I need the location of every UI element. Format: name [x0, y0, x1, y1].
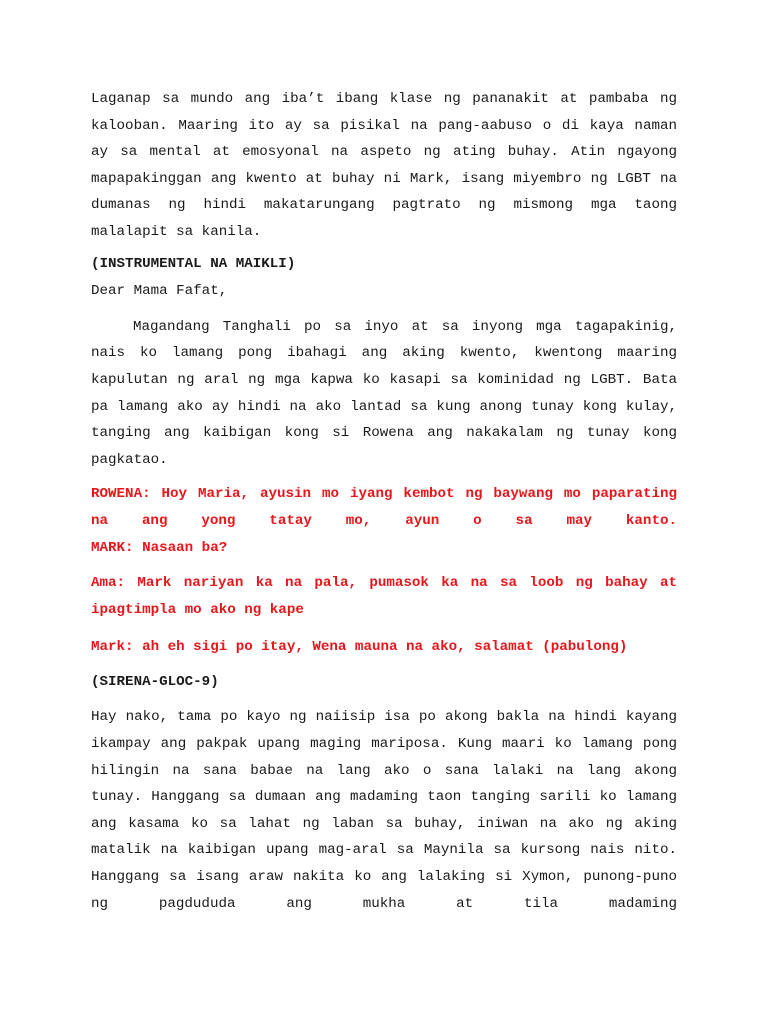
dialogue-mark: Mark: ah eh sigi po itay, Wena mauna na ako, salamat (pabulong): [91, 639, 628, 656]
dialogue-block-rowena: [91, 481, 677, 561]
closing-paragraph: Hay nako, tama po kayo ng naiisip isa po akong bakla na hindi kayang ikampay ang pakpak upang maging mariposa. Kung maari ko lamang pong hilingin na sana babae na lang ako o sana lalaki na lang akong tunay. Hanggang sa dumaan ang madaming taon tanging sarili ko lamang ang kasama ko sa lahat ng laban sa buhay, iniwan na ako ng aking matalik na kaibigan upang mag-aral sa Maynila sa kursong nais nito. Hanggang sa isang araw nakita ko ang lalaking si Xymon, punong-puno ng pagdududa ang mukha at tila madaming: [91, 709, 677, 912]
dialogue-rowena: ROWENA: Hoy Maria, ayusin mo iyang kembot ng baywang mo paparating na ang yong tatay mo, ayun o sa may kanto.: [91, 486, 677, 529]
document-page: [91, 86, 677, 917]
letter-body-paragraph: Magandang Tanghali po sa inyo at sa inyong mga tagapakinig, nais ko lamang pong ibahagi ang aking kwento, kwentong maaring kapulutan ng aral ng mga kapwa ko kasapi sa kominidad ng LGBT. Bata pa lamang ako ay hindi na ako lantad sa kung anong tunay kong kulay, tanging ang kaibigan kong si Rowena ang nakakalam ng tunay kong pagkatao.: [91, 318, 677, 468]
letter-salutation: Dear Mama Fafat,: [91, 283, 228, 300]
stage-cue-song: (SIRENA-GLOC-9): [91, 673, 219, 690]
dialogue-ama: Ama: Mark nariyan ka na pala, pumasok ka na sa loob ng bahay at ipagtimpla mo ako ng kape: [91, 575, 677, 618]
dialogue-mark-reply: MARK: Nasaan ba?: [91, 539, 228, 556]
stage-cue-instrumental: (INSTRUMENTAL NA MAIKLI): [91, 255, 296, 272]
intro-paragraph: Laganap sa mundo ang iba’t ibang klase ng pananakit at pambaba ng kalooban. Maaring ito ay sa pisikal na pang-aabuso o di kaya naman ay sa mental at emosyonal na aspeto ng ating buhay. Atin ngayong mapapakinggan ang kwento at buhay ni Mark, isang miyembro ng LGBT na dumanas ng hindi makatarungang pagtrato ng mismong mga taong malalapit sa kanila.: [91, 91, 677, 240]
